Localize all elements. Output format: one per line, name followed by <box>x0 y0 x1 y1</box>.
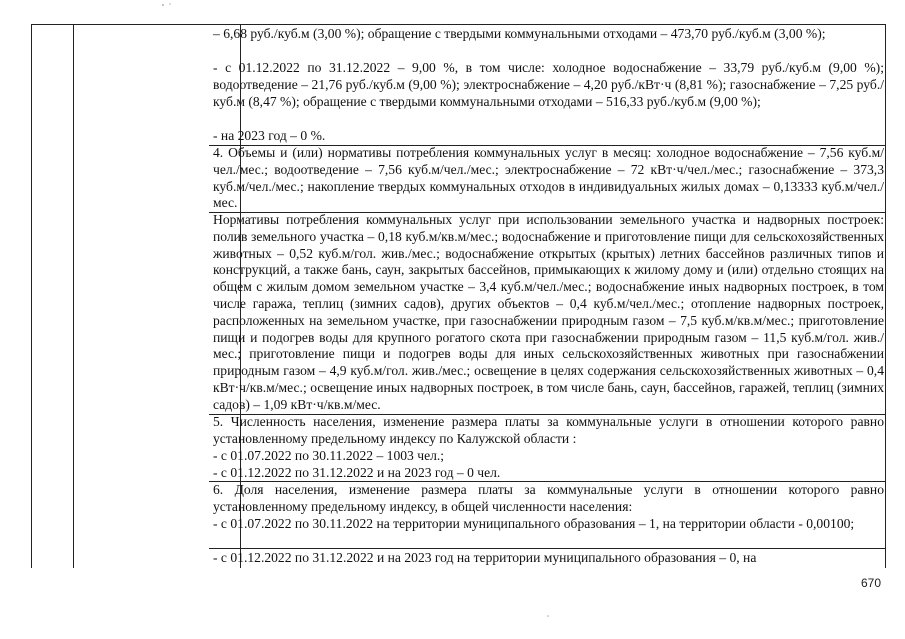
paragraph-tariffs-continued: – 6,68 руб./куб.м (3,00 %); обращение с твердыми коммунальными отходами – 473,70 руб./куб.м (3,00 %); <box>213 26 826 41</box>
paragraph-tariffs-december: - с 01.12.2022 по 31.12.2022 – 9,00 %, в том числе: холодное водоснабжение – 33,79 руб./куб.м (9,00 %); водоотведение – 21,76 руб./куб.м (9,00 %); электроснабжение – 4,20 руб./кВт·ч (8,81 %); газоснабжение – 7,25 руб./куб.м (8,47 %); обращение с твердыми коммунальными отходами – 516,33 руб./куб.м (9,00 %); <box>213 60 884 109</box>
paragraph-tariffs-2023: - на 2023 год – 0 %. <box>213 128 326 143</box>
paragraph-population: 5. Численность населения, изменение размера платы за коммунальные услуги в отношении которого равно установленному предельному индексу по Калужской области : <box>213 414 884 446</box>
paragraph-population-share: 6. Доля населения, изменение размера платы за коммунальные услуги в отношении которого равно установленному предельному индексу, в общей численности населения: <box>213 482 884 514</box>
page-number: 670 <box>860 576 881 590</box>
paragraph-share-2023: - с 01.12.2022 по 31.12.2022 и на 2023 год на территории муниципального образования – 0, на <box>213 550 757 565</box>
paragraph-population-2022: - с 01.07.2022 по 30.11.2022 – 1003 чел.; <box>213 448 445 463</box>
paragraph-consumption-norms: 4. Объемы и (или) нормативы потребления коммунальных услуг в месяц: холодное водоснабжение – 7,56 куб.м/чел./мес.; водоотведение – 7,56 куб.м/чел./мес.; электроснабжение – 72 кВт·ч/чел./мес.; газоснабжение – 373,3 куб.м/чел./мес.; накопление твердых коммунальных отходов в индивидуальных жилых домах – 0,13333 куб.м/чел./мес. <box>213 145 884 211</box>
paragraph-population-2023: - с 01.12.2022 по 31.12.2022 и на 2023 год – 0 чел. <box>213 465 501 480</box>
paragraph-land-plot-norms: Нормативы потребления коммунальных услуг при использовании земельного участка и надворных построек: полив земельного участка – 0,18 куб.м/кв.м/мес.; водоснабжение и приготовление пищи для сельскохозяйственных животных – 0,52 куб.м/гол. жив./мес.; водоснабжение открытых (крытых) летних бассейнов различных типов и конструкций, а также бань, саун, закрытых бассейнов, примыкающих к жилому дому и (или) отдельно стоящих на общем с жилым домом земельном участке – 3,4 куб.м/чел./мес.; водоснабжение иных надворных построек, в том числе гаража, теплиц (зимних садов), других объектов – 0,4 куб.м/чел./мес.; отопление надворных построек, расположенных на земельном участке, при газоснабжении природным газом – 7,5 куб.м/кв.м/мес.; приготовление пищи и подогрев воды для крупного рогатого скота при газоснабжении природным газом – 11,5 куб.м/гол. жив./мес.; приготовление пищи и подогрев воды для иных сельскохозяйственных животных при газоснабжении природным газом – 4,9 куб.м/гол. жив./мес.; освещение в целях содержания сельскохозяйственных животных – 0,4 кВт·ч/кв.м/мес.; освещение иных надворных построек, в том числе бань, саун, бассейнов, гаражей, теплиц (зимних садов) – 1,09 кВт·ч/кв.м/мес. <box>213 212 884 412</box>
section-divider <box>209 548 885 549</box>
paragraph-share-2022: - с 01.07.2022 по 30.11.2022 на территории муниципального образования – 1, на территории области - 0,00100; <box>213 516 855 531</box>
table-column-number <box>32 25 74 568</box>
